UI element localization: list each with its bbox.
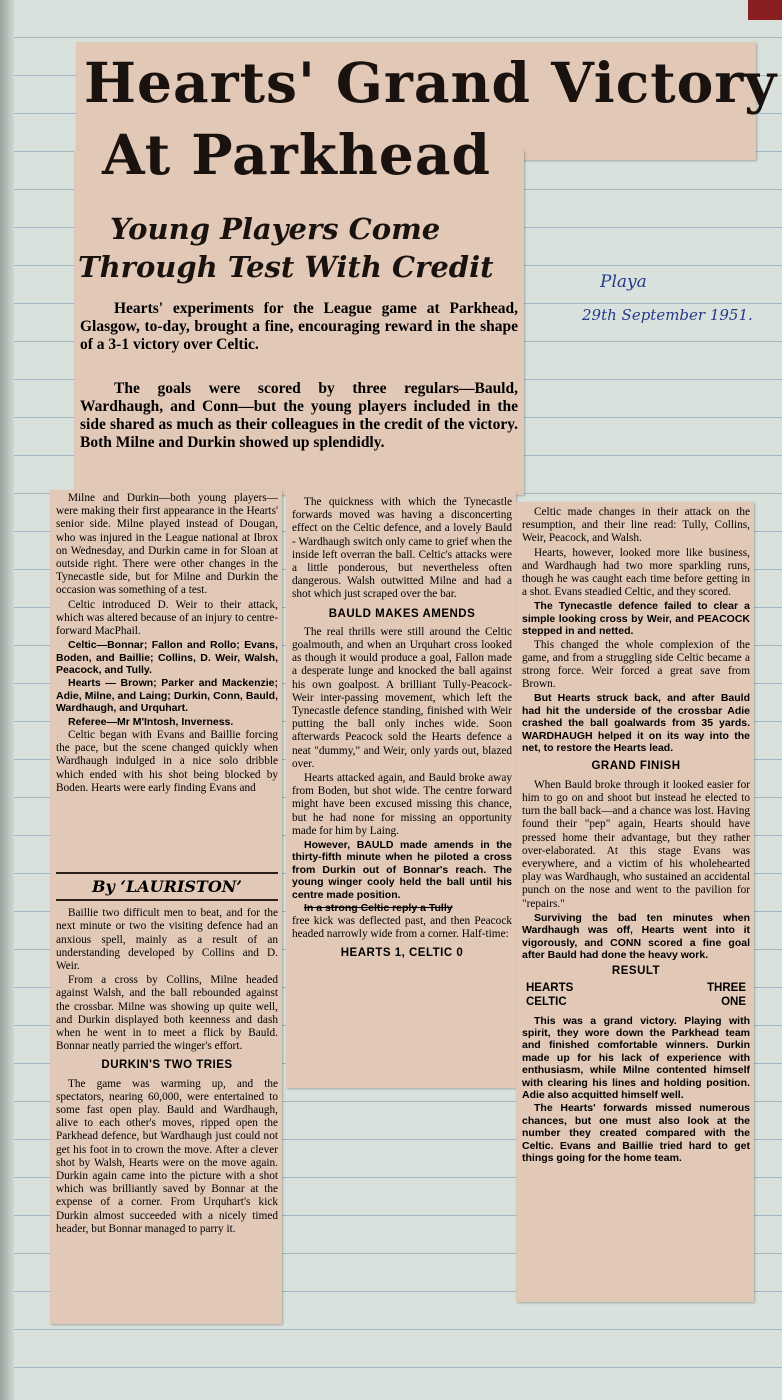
result-heading: RESULT [611, 965, 661, 978]
headline-line-1: Hearts' Grand Victory [84, 50, 778, 115]
col1-paragraph: Celtic introduced D. Weir to their attack, which was altered because of an injury to centre-forward MacPhail. [56, 598, 278, 638]
col3-bold-paragraph: The Hearts' forwards missed numerous chances, but one must also look at the number they created compared with the Celtic. Evans and Baillie tried hard to get things going for the home team. [522, 1102, 750, 1165]
hearts-lineup: Hearts — Brown; Parker and Mackenzie; Adie, Milne, and Laing; Durkin, Conn, Bauld, Wardhaugh, and Urquhart. [56, 677, 278, 715]
col3-paragraph: Hearts, however, looked more like business, and Wardhaugh had two more sparkling runs, though he was caught each time before getting in a shot. Evans steadied Celtic, and they scored. [522, 546, 750, 599]
referee-line: Referee—Mr M'Intosh, Inverness. [68, 715, 234, 728]
col3-paragraph: When Bauld broke through it looked easier for him to go on and shoot but instead he elected to turn the ball back—and a chance was lost. Having found their "pep" again, Hearts should have pressed home their advantage, but they rather over-elaborated. At this stage Evans was everywhere, and a victim of his wholehearted play was Wardhaugh, who sustained an accidental punch on the nose and went to the pavilion for "repairs." [522, 778, 750, 910]
red-marker [748, 0, 782, 20]
section-heading-grand-finish: GRAND FINISH [591, 760, 681, 773]
col3-bold-paragraph: This was a grand victory. Playing with spirit, they wore down the Parkhead team and finished comfortable winners. Durkin made up for his lack of experience with enthusiasm, while Milne contented himself with clearing his lines and holding position. Adie also acquitted himself well. [522, 1014, 750, 1101]
column-3 [522, 506, 750, 1300]
result-row [522, 995, 750, 1009]
page-binding [0, 0, 14, 1400]
col1-paragraph: Milne and Durkin—both young players—were making their first appearance in the Hearts' senior side. Milne played instead of Dougan, who was injured in the League national at Ibrox on Wednesday, and Durkin came in for Sloan at outside right. There were other changes in the Tynecastle side, but for Milne and Durkin the occasion was something of a test. [56, 492, 278, 597]
col3-bold-paragraph: Surviving the bad ten minutes when Wardhaugh was off, Hearts went into it vigorously, and CONN scored a fine goal after Bauld had done the heavy work. [522, 911, 750, 961]
result-score: THREE [707, 981, 746, 994]
column-1-lower [56, 866, 278, 1324]
lead-paragraph-1: Hearts' experiments for the League game at Parkhead, Glasgow, to-day, brought a fine, encouraging reward in the shape of a 3-1 victory over Celtic. [80, 300, 518, 353]
subhead-line-1: Young Players Come [110, 212, 441, 246]
lead-paragraph-2: The goals were scored by three regulars—Bauld, Wardhaugh, and Conn—but the young players included in the side shared as much as their colleagues in the credit of the victory. Both Milne and Durkin showed up splendidly. [80, 380, 518, 451]
celtic-lineup: Celtic—Bonnar; Fallon and Rollo; Evans, Boden, and Baillie; Collins, D. Weir, Walsh, Peacock, and Tully. [56, 639, 278, 677]
col1-paragraph: From a cross by Collins, Milne headed against Walsh, and the ball rebounded against the crossbar. Milne was showing up quite well, and Durkin displayed both keenness and dash when he went in to meet a flick by Bauld. Bonnar neatly parried the winger's effort. [56, 974, 278, 1053]
col2-paragraph: Hearts attacked again, and Bauld broke away from Boden, but shot wide. The centre forward might have been excused missing this chance, but he had none for missing an opportunity made for him by Laing. [292, 772, 512, 837]
col1-paragraph: Baillie two difficult men to beat, and for the next minute or two the visiting defence had an anxious spell, mainly as a result of an understanding developed by Collins and D. Weir. [56, 907, 278, 973]
column-1 [56, 492, 278, 868]
subhead-line-2: Through Test With Credit [78, 250, 494, 284]
section-heading-bauld: BAULD MAKES AMENDS [328, 607, 476, 620]
col1-paragraph: The game was warming up, and the spectators, nearing 60,000, were entertained to some fast open play. Bauld and Wardhaugh, alive to each other's moves, ripped open the Parkhead defence, but Wardhaugh just could not get his foot in to crown the move. After a clever shot by Walsh, Hearts were on the move again. Durkin again came into the picture with a shot which was brilliantly saved by Bonnar at the expense of a corner. From Urquhart's kick Durkin almost succeeded with a nicely timed header, but Bonnar managed to parry it. [56, 1077, 278, 1235]
handwritten-date: 29th September 1951. [582, 306, 753, 324]
col2-strike-text: In a strong Celtic reply a Tully [304, 902, 453, 915]
result-score: ONE [721, 995, 746, 1008]
col2-paragraph: The quickness with which the Tynecastle forwards moved was having a disconcerting effect on the Celtic defence, and a lovely Bauld - Wardhaugh switch only came to grief when the inside left overran the ball. Celtic's attacks were a little ponderous, but nevertheless often dangerous. Walsh outwitted Milne and had a shot which just scraped over the bar. [292, 496, 512, 601]
col2-paragraph: The real thrills were still around the Celtic goalmouth, and when an Urquhart cross looked as though it would produce a goal, Fallon made a desperate lunge and knocked the ball against his own goalpost. A brilliant Tully-Peacock-Weir inter-passing movement, which left the Tynecastle defence standing, finished with Weir putting the ball only inches wide. Soon afterwards Peacock sold the Hearts defence a neat "dummy," and Weir, only yards out, blazed over. [292, 625, 512, 770]
byline: By ‘LAURISTON’ [56, 872, 278, 901]
result-row [522, 981, 750, 995]
handwritten-place: Playa [600, 272, 647, 292]
col3-paragraph: This changed the whole complexion of the game, and from a struggling side Celtic became a strong force. Weir forced a great save from Brown. [522, 638, 750, 691]
col2-bold-paragraph: However, BAULD made amends in the thirty-fifth minute when he piloted a cross from Durkin out of Bonnar's reach. The young winger cooly held the ball until his centre made position. [292, 839, 512, 901]
result-team: HEARTS [526, 981, 574, 994]
col2-paragraph: free kick was deflected past, and then Peacock headed narrowly wide from a corner. Half-time: [292, 914, 512, 940]
col1-paragraph: Celtic began with Evans and Baillie forcing the pace, but the scene changed quickly when Wardhaugh indulged in a nice solo dribble which ended with his shot being blocked by Boden. Hearts were early finding Evans and [56, 729, 278, 794]
column-2 [292, 496, 512, 1086]
halftime-score: HEARTS 1, CELTIC 0 [340, 946, 464, 959]
col3-paragraph: Celtic made changes in their attack on the resumption, and their line read: Tully, Collins, Weir, Peacock, and Walsh. [522, 506, 750, 545]
section-heading-durkin: DURKIN'S TWO TRIES [101, 1059, 233, 1072]
col3-bold-paragraph: The Tynecastle defence failed to clear a simple looking cross by Weir, and PEACOCK stepped in and netted. [522, 600, 750, 638]
col2-bold-strike [292, 902, 512, 914]
headline-line-2: At Parkhead [102, 122, 491, 187]
result-team: CELTIC [526, 995, 567, 1008]
col3-bold-paragraph: But Hearts struck back, and after Bauld had hit the underside of the crossbar Adie crashed the ball goalwards from 35 yards. WARDHAUGH helped it on its way into the net, to restore the Hearts lead. [522, 692, 750, 755]
